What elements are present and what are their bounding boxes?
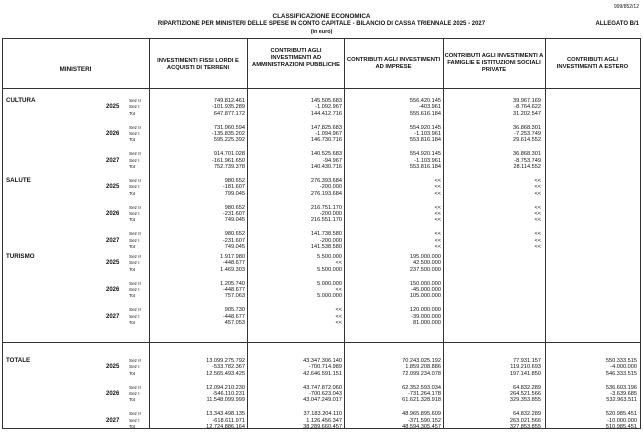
value-cell: << bbox=[335, 320, 342, 326]
year-label: 2027 bbox=[106, 157, 120, 164]
row-label: Sez I bbox=[129, 391, 140, 396]
value-cell: -371.590.152 bbox=[408, 417, 441, 424]
value-cell: 520.985.451 bbox=[605, 411, 637, 418]
value-cell: 12.565.493.425 bbox=[206, 370, 245, 377]
row-label: Sez I bbox=[129, 260, 140, 266]
value-cell: 38.289.660.457 bbox=[303, 424, 342, 430]
year-label: 2027 bbox=[106, 313, 120, 320]
row-label: Sez II bbox=[129, 178, 141, 183]
row-label: Sez I bbox=[129, 157, 140, 163]
row-label: Sez I bbox=[129, 104, 140, 110]
value-cell: 197.141.850 bbox=[509, 370, 541, 377]
column-header-contrib-imprese: CONTRIBUTI AGLI INVESTIMENTI AD IMPRESE bbox=[346, 57, 441, 70]
value-cell: 70.243.025.192 bbox=[402, 358, 441, 364]
value-cell: 457.053 bbox=[224, 320, 245, 326]
row-label: Sez II bbox=[129, 231, 141, 237]
value-cell: << bbox=[434, 184, 441, 191]
row-label: Sez II bbox=[129, 358, 141, 363]
value-cell: 799.045 bbox=[224, 190, 245, 197]
value-cell: 264.521.566 bbox=[509, 391, 541, 397]
row-label: Tot bbox=[129, 244, 136, 249]
value-cell: 276.193.684 bbox=[310, 190, 342, 197]
row-label: Sez I bbox=[129, 131, 140, 136]
value-cell: << bbox=[434, 204, 441, 211]
value-cell: 145.505.683 bbox=[310, 98, 342, 104]
value-cell: 13.343.498.135 bbox=[206, 411, 245, 418]
value-cell: << bbox=[335, 313, 342, 320]
document-code: 999/852/12 bbox=[613, 4, 639, 10]
value-cell: << bbox=[434, 244, 441, 250]
row-label: Sez II bbox=[129, 124, 141, 130]
value-cell: 553.816.184 bbox=[409, 164, 441, 170]
value-cell: << bbox=[534, 231, 541, 238]
value-cell: 532.963.511 bbox=[606, 397, 637, 404]
value-cell: -161.961.650 bbox=[212, 157, 245, 164]
year-label: 2026 bbox=[106, 131, 120, 137]
value-cell: << bbox=[434, 231, 441, 238]
year-label: 2025 bbox=[106, 364, 120, 371]
row-label: Sez II bbox=[129, 411, 141, 417]
page-subtitle: RIPARTIZIONE PER MINISTERI DELLE SPESE IN CONTO CAPITALE - BILANCIO DI CASSA TRIENNALE 2025 - 2027 bbox=[157, 21, 486, 27]
row-label: Tot bbox=[129, 266, 136, 272]
column-header-contrib-pa: CONTRIBUTI AGLI INVESTIMENTI AD AMMINISTRAZIONI PUBBLICHE bbox=[252, 48, 340, 68]
value-cell: -403.961 bbox=[418, 104, 441, 111]
value-cell: -94.967 bbox=[323, 157, 342, 164]
value-cell: 150.000.000 bbox=[409, 280, 441, 287]
value-cell: -4.000.000 bbox=[610, 364, 637, 371]
value-cell: -448.677 bbox=[222, 287, 245, 293]
value-cell: 749.045 bbox=[224, 217, 245, 224]
value-cell: 5.500.000 bbox=[317, 254, 342, 260]
value-cell: 276.393.684 bbox=[310, 178, 342, 184]
value-cell: << bbox=[434, 190, 441, 197]
row-label: Sez I bbox=[129, 313, 140, 319]
value-cell: 263.021.566 bbox=[509, 417, 541, 424]
value-cell: 749.812.461 bbox=[213, 98, 245, 104]
year-label: 2026 bbox=[106, 391, 120, 397]
value-cell: -135.835.202 bbox=[212, 131, 245, 137]
year-label: 2025 bbox=[106, 104, 120, 111]
value-cell: 510.985.451 bbox=[605, 424, 637, 430]
value-cell: << bbox=[335, 307, 342, 314]
value-cell: << bbox=[534, 178, 541, 184]
value-cell: 329.353.855 bbox=[509, 397, 541, 404]
value-cell: 62.352.593.034 bbox=[402, 384, 441, 391]
value-cell: 105.000.000 bbox=[409, 293, 441, 300]
row-label: Tot bbox=[129, 137, 136, 143]
value-cell: 140.430.716 bbox=[310, 164, 342, 170]
value-cell: 595.225.392 bbox=[213, 137, 245, 144]
value-cell: 216.551.170 bbox=[310, 217, 342, 224]
value-cell: 550.333.515 bbox=[605, 358, 637, 364]
value-cell: << bbox=[534, 211, 541, 217]
value-cell: -1.094.967 bbox=[315, 131, 342, 137]
ministry-name: TOTALE bbox=[6, 357, 31, 364]
value-cell: 553.816.184 bbox=[409, 137, 441, 144]
value-cell: -200.000 bbox=[319, 237, 342, 244]
value-cell: -546.110.231 bbox=[212, 391, 245, 397]
value-cell: 37.183.204.110 bbox=[303, 411, 342, 418]
value-cell: 216.751.170 bbox=[310, 204, 342, 211]
value-cell: 146.730.716 bbox=[310, 137, 342, 144]
year-label: 2027 bbox=[106, 417, 120, 424]
value-cell: 31.202.547 bbox=[513, 110, 541, 117]
value-cell: -1.092.967 bbox=[315, 104, 342, 111]
row-label: Tot bbox=[129, 217, 136, 223]
value-cell: 141.738.580 bbox=[310, 231, 342, 238]
value-cell: -731.264.178 bbox=[408, 391, 441, 397]
ministry-name: TURISMO bbox=[6, 253, 35, 260]
year-label: 2027 bbox=[106, 237, 120, 244]
value-cell: 11.548.099.999 bbox=[206, 397, 245, 404]
value-cell: 749.045 bbox=[224, 244, 245, 250]
row-label: Sez II bbox=[129, 384, 141, 390]
value-cell: << bbox=[335, 287, 342, 293]
value-cell: -8.753.749 bbox=[514, 157, 541, 164]
row-label: Tot bbox=[129, 190, 136, 196]
column-header-contrib-estero: CONTRIBUTI AGLI INVESTIMENTI A ESTERO bbox=[556, 57, 629, 70]
value-cell: -8.764.622 bbox=[514, 104, 541, 111]
value-cell: << bbox=[534, 190, 541, 197]
value-cell: -231.607 bbox=[222, 237, 245, 244]
value-cell: 48.594.305.457 bbox=[402, 424, 441, 430]
value-cell: 1.205.740 bbox=[220, 280, 245, 287]
value-cell: -200.000 bbox=[319, 184, 342, 191]
value-cell: 327.853.855 bbox=[509, 424, 541, 430]
row-label: Tot bbox=[129, 293, 136, 299]
value-cell: 77.931.157 bbox=[513, 358, 541, 364]
row-label: Tot bbox=[129, 424, 136, 429]
row-label: Tot bbox=[129, 370, 136, 376]
value-cell: << bbox=[534, 217, 541, 224]
value-cell: 757.063 bbox=[224, 293, 245, 300]
value-cell: 29.614.552 bbox=[513, 137, 541, 144]
value-cell: -3.639.685 bbox=[610, 391, 637, 397]
value-cell: -45.000.000 bbox=[411, 287, 441, 293]
value-cell: 12.094.210.230 bbox=[206, 384, 245, 391]
column-header-contrib-famiglie: CONTRIBUTI AGLI INVESTIMENTI A FAMIGLIE E ISTITUZIONI SOCIALI PRIVATE bbox=[444, 53, 544, 73]
value-cell: 141.538.580 bbox=[310, 244, 342, 250]
value-cell: 120.000.000 bbox=[409, 307, 441, 314]
row-label: Sez II bbox=[129, 307, 141, 313]
value-cell: -1.103.961 bbox=[414, 157, 441, 164]
row-label: Sez I bbox=[129, 287, 140, 292]
value-cell: 914.701.028 bbox=[213, 151, 245, 158]
value-cell: 39.967.169 bbox=[513, 98, 541, 104]
value-cell: -7.253.749 bbox=[514, 131, 541, 137]
year-label: 2025 bbox=[106, 184, 120, 191]
value-cell: 42.500.000 bbox=[413, 260, 441, 267]
value-cell: << bbox=[434, 178, 441, 184]
row-label: Sez II bbox=[129, 280, 141, 286]
value-cell: 5.000.000 bbox=[317, 293, 342, 300]
value-cell: 147.825.683 bbox=[310, 124, 342, 131]
value-cell: 36.868.301 bbox=[513, 124, 541, 131]
row-label: Tot bbox=[129, 164, 136, 169]
row-label: Sez I bbox=[129, 211, 140, 216]
value-cell: 556.420.145 bbox=[409, 98, 441, 104]
value-cell: << bbox=[335, 260, 342, 267]
column-header-investimenti: INVESTIMENTI FISSI LORDI E ACQUISTI DI TERRENI bbox=[157, 58, 239, 71]
ministry-name: SALUTE bbox=[6, 177, 31, 184]
value-cell: 140.525.683 bbox=[310, 151, 342, 158]
value-cell: -1.103.961 bbox=[414, 131, 441, 137]
value-cell: 72.099.234.078 bbox=[402, 370, 441, 377]
value-cell: 195.000.000 bbox=[409, 254, 441, 260]
value-cell: 905.730 bbox=[224, 307, 245, 314]
value-cell: << bbox=[534, 237, 541, 244]
value-cell: 64.832.289 bbox=[513, 411, 541, 418]
value-cell: -700.623.043 bbox=[309, 391, 342, 397]
value-cell: << bbox=[534, 184, 541, 191]
value-cell: -448.677 bbox=[222, 260, 245, 267]
column-header-ministeri: MINISTERI bbox=[59, 66, 92, 73]
value-cell: 1.126.456.347 bbox=[306, 417, 342, 424]
value-cell: 237.500.000 bbox=[409, 266, 441, 273]
value-cell: << bbox=[534, 244, 541, 250]
value-cell: 1.917.980 bbox=[220, 254, 245, 260]
row-label: Sez II bbox=[129, 151, 141, 157]
value-cell: 43.347.306.140 bbox=[303, 358, 342, 364]
value-cell: 1.469.303 bbox=[220, 266, 245, 273]
value-cell: -231.607 bbox=[222, 211, 245, 217]
value-cell: 554.920.145 bbox=[409, 151, 441, 158]
value-cell: 43.047.249.017 bbox=[303, 397, 342, 404]
value-cell: 980.652 bbox=[224, 204, 245, 211]
row-label: Sez I bbox=[129, 417, 140, 423]
value-cell: 12.724.886.164 bbox=[206, 424, 245, 430]
value-cell: 42.646.591.151 bbox=[303, 370, 342, 377]
value-cell: 980.652 bbox=[224, 231, 245, 238]
value-cell: 61.621.328.918 bbox=[402, 397, 441, 404]
row-label: Tot bbox=[129, 320, 136, 325]
value-cell: 36.868.301 bbox=[513, 151, 541, 158]
row-label: Tot bbox=[129, 397, 136, 403]
year-label: 2026 bbox=[106, 287, 120, 293]
value-cell: 980.652 bbox=[224, 178, 245, 184]
value-cell: 64.832.289 bbox=[513, 384, 541, 391]
value-cell: -618.611.971 bbox=[212, 417, 245, 424]
value-cell: 13.099.275.792 bbox=[206, 358, 245, 364]
value-cell: -448.677 bbox=[222, 313, 245, 320]
value-cell: 752.739.378 bbox=[213, 164, 245, 170]
value-cell: -10.000.000 bbox=[607, 417, 637, 424]
row-label: Sez I bbox=[129, 237, 140, 243]
value-cell: 546.333.515 bbox=[605, 370, 637, 377]
value-cell: << bbox=[434, 237, 441, 244]
ministry-name: CULTURA bbox=[6, 97, 36, 104]
row-label: Tot bbox=[129, 110, 136, 116]
value-cell: 5.500.000 bbox=[317, 266, 342, 273]
value-cell: << bbox=[534, 204, 541, 211]
row-label: Sez II bbox=[129, 98, 141, 103]
value-cell: 48.965.895.609 bbox=[402, 411, 441, 418]
value-cell: -200.000 bbox=[319, 211, 342, 217]
value-cell: 119.210.693 bbox=[510, 364, 541, 371]
row-label: Sez I bbox=[129, 364, 140, 370]
value-cell: 554.920.145 bbox=[409, 124, 441, 131]
value-cell: -39.000.000 bbox=[411, 313, 441, 320]
value-cell: 1.859.208.886 bbox=[405, 364, 441, 371]
value-cell: 28.114.552 bbox=[513, 164, 541, 170]
value-cell: 555.616.184 bbox=[409, 110, 441, 117]
year-label: 2026 bbox=[106, 211, 120, 217]
value-cell: 536.603.196 bbox=[605, 384, 637, 391]
value-cell: 81.000.000 bbox=[413, 320, 441, 326]
value-cell: 647.877.172 bbox=[213, 110, 245, 117]
value-cell: -700.714.989 bbox=[309, 364, 342, 371]
value-cell: 43.747.872.060 bbox=[303, 384, 342, 391]
allegato-label: ALLEGATO B/1 bbox=[595, 21, 639, 27]
value-cell: 5.000.000 bbox=[317, 280, 342, 287]
value-cell: << bbox=[434, 211, 441, 217]
value-cell: 731.060.594 bbox=[213, 124, 245, 131]
value-cell: 144.412.716 bbox=[310, 110, 342, 117]
year-label: 2025 bbox=[106, 260, 120, 267]
page-title: CLASSIFICAZIONE ECONOMICA bbox=[272, 13, 371, 20]
row-label: Sez I bbox=[129, 184, 140, 190]
row-label: Sez II bbox=[129, 254, 141, 259]
value-cell: -101.935.289 bbox=[212, 104, 245, 111]
row-label: Sez II bbox=[129, 204, 141, 210]
value-cell: -181.607 bbox=[222, 184, 245, 191]
value-cell: -533.782.367 bbox=[212, 364, 245, 371]
value-cell: << bbox=[434, 217, 441, 224]
unit-note: (in euro) bbox=[310, 29, 333, 35]
